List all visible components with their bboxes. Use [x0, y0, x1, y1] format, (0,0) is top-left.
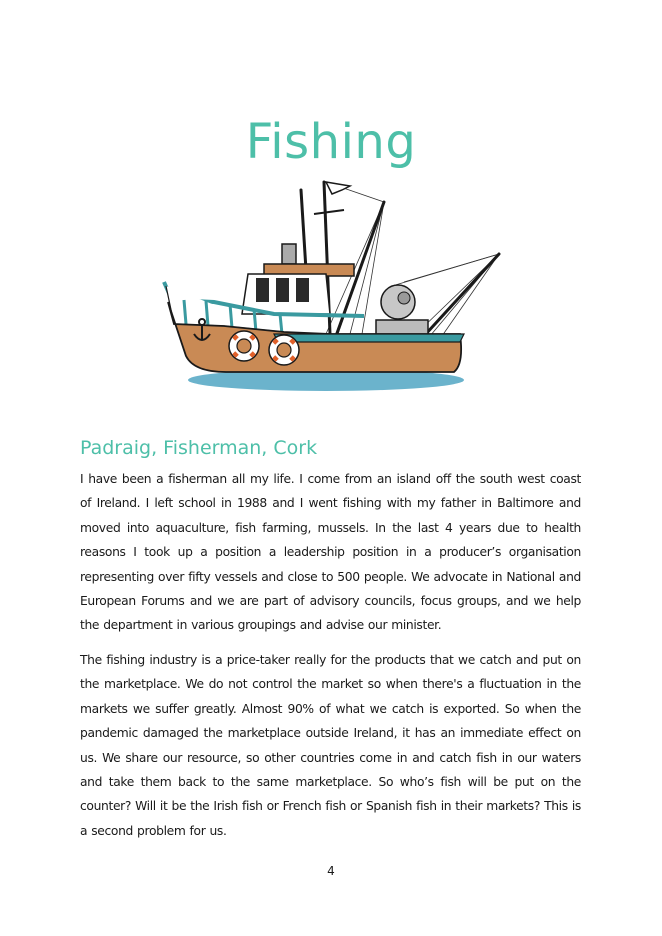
fishing-boat-illustration: [154, 174, 504, 400]
flag-icon: [326, 182, 350, 194]
section-heading: Padraig, Fisherman, Cork: [80, 437, 318, 459]
lifebuoy-icon: [229, 331, 259, 361]
body-paragraph: I have been a fisherman all my life. I come from an island off the south west coast of Ireland. I left school in 1988 and I went fishing with my father in Baltimore and moved into aquaculture, fish farming, mussels. In the last 4 years due to health reasons I took up a position a leadership position in a producer’s organisation representing over fifty vessels and close to 500 people. We advocate in National and European Forums and we are part of advisory councils, focus groups, and we help the department in various groupings and advise our minister.: [80, 472, 581, 633]
page-number: 4: [327, 864, 335, 878]
page-title: Fishing: [245, 114, 417, 171]
winch-icon: [376, 285, 428, 340]
body-paragraph: The fishing industry is a price-taker really for the products that we catch and put on the marketplace. We do not control the market so when there's a fluctuation in the markets we suffer greatly. Almost 90% of what we catch is exported. So when the pandemic damaged the marketplace outside Ireland, it has an immediate effect on us. We share our resource, so other countries come in and catch fish in our waters and take them back to the same marketplace. So who’s fish will be put on the counter? Will it be the Irish fish or French fish or Spanish fish in their markets? This is a second problem for us.: [80, 653, 581, 838]
lifebuoy-icon: [269, 335, 299, 365]
hull-stripe: [274, 334, 464, 342]
mast-crossbar: [314, 210, 344, 214]
wheelhouse: [242, 244, 354, 314]
rigging-lines: [326, 182, 499, 336]
